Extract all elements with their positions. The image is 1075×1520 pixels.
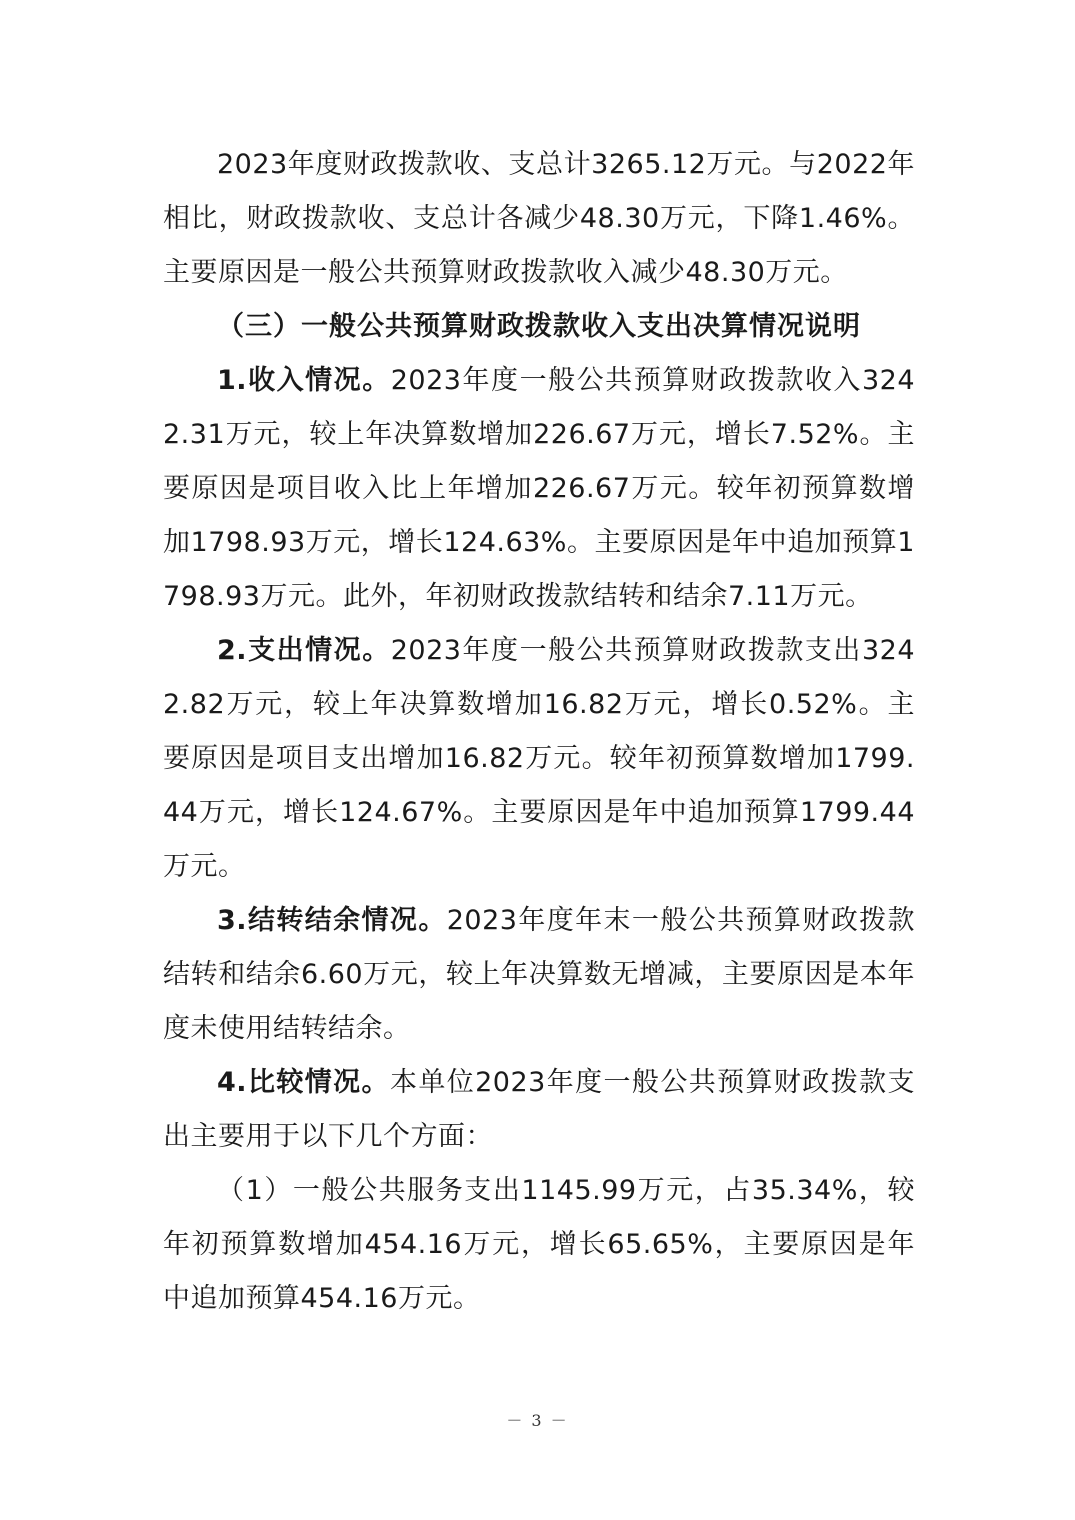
paragraph-comparison-body: 本单位2023年度一般公共预算财政拨款支出主要用于以下几个方面： bbox=[163, 1067, 916, 1152]
paragraph-carryover-body: 2023年度年末一般公共预算财政拨款结转和结余6.60万元，较上年决算数无增减，主要原因是本年度未使用结转结余。 bbox=[163, 905, 916, 1044]
document-body bbox=[163, 138, 915, 1326]
paragraph-expenditure-lead: 2.支出情况。 bbox=[217, 635, 391, 666]
paragraph-comparison bbox=[163, 1056, 915, 1164]
paragraph-total-summary: 2023年度财政拨款收、支总计3265.12万元。与2022年相比，财政拨款收、支总计各减少48.30万元，下降1.46%。主要原因是一般公共预算财政拨款收入减少48.30万元。 bbox=[163, 149, 915, 288]
paragraph-carryover bbox=[163, 894, 915, 1056]
paragraph-general-public-services: （1）一般公共服务支出1145.99万元，占35.34%，较年初预算数增加454.16万元，增长65.65%，主要原因是年中追加预算454.16万元。 bbox=[163, 1175, 915, 1314]
paragraph-expenditure bbox=[163, 624, 915, 894]
paragraph-income-lead: 1.收入情况。 bbox=[217, 365, 391, 396]
page-number: － 3 － bbox=[506, 1411, 569, 1430]
paragraph-carryover-lead: 3.结转结余情况。 bbox=[217, 905, 447, 936]
paragraph-income bbox=[163, 354, 915, 624]
paragraph-expenditure-body: 2023年度一般公共预算财政拨款支出3242.82万元，较上年决算数增加16.82万元，增长0.52%。主要原因是项目支出增加16.82万元。较年初预算数增加1799.44万元，增长124.67%。主要原因是年中追加预算1799.44万元。 bbox=[163, 635, 915, 882]
paragraph-comparison-lead: 4.比较情况。 bbox=[217, 1067, 390, 1098]
paragraph-income-body: 2023年度一般公共预算财政拨款收入3242.31万元，较上年决算数增加226.67万元，增长7.52%。主要原因是项目收入比上年增加226.67万元。较年初预算数增加1798.93万元，增长124.63%。主要原因是年中追加预算1798.93万元。此外，年初财政拨款结转和结余7.11万元。 bbox=[163, 365, 915, 612]
section-heading-3: （三）一般公共预算财政拨款收入支出决算情况说明 bbox=[217, 311, 861, 342]
